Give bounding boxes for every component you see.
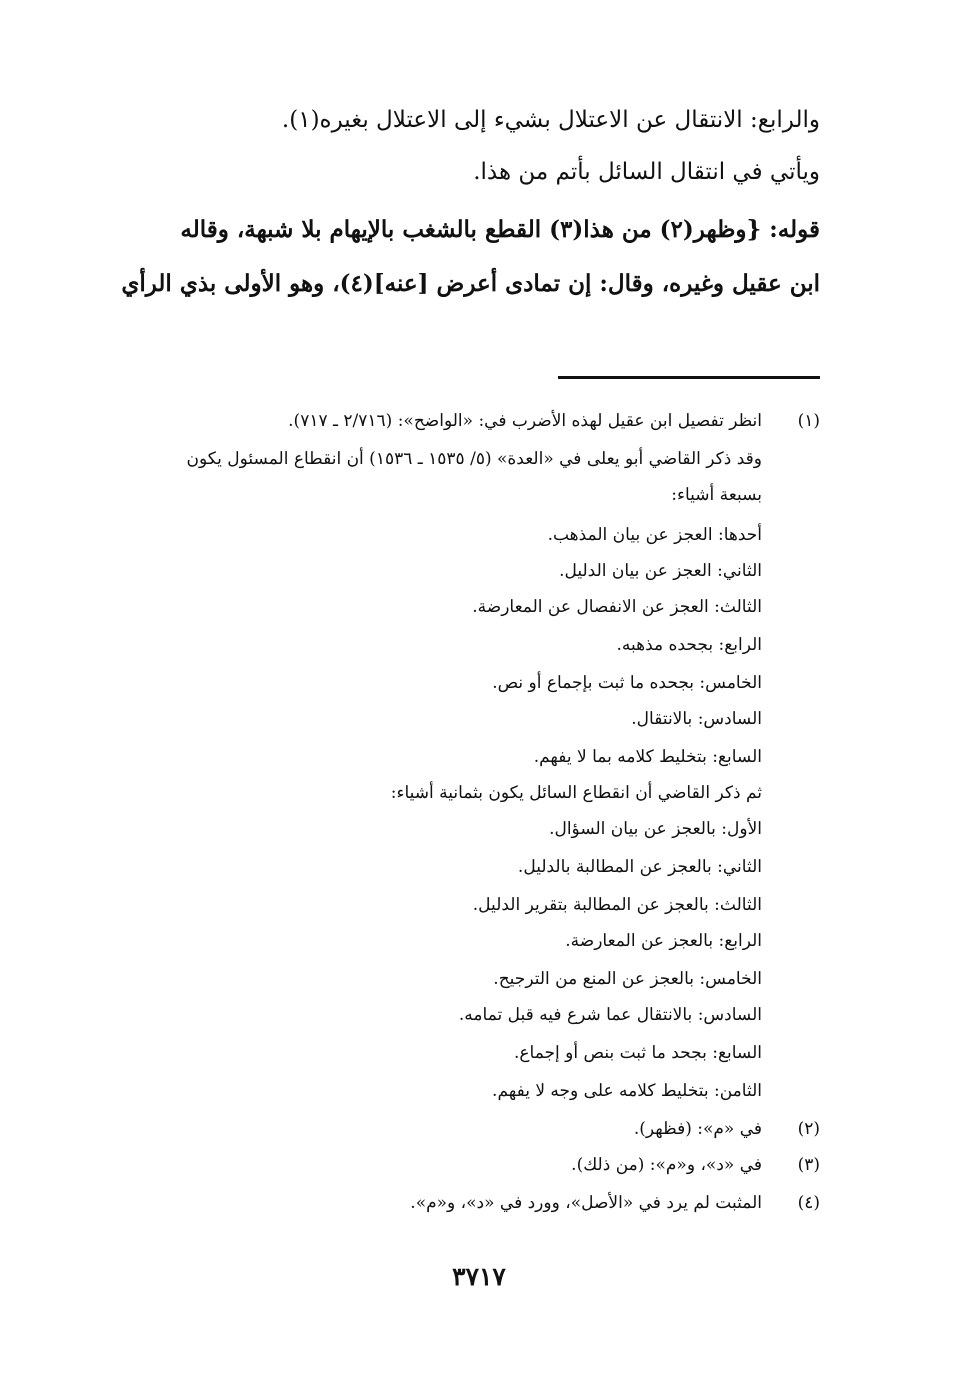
- footnote-line: ثم ذكر القاضي أن انقطاع السائل يكون بثمانية أشياء:: [390, 783, 762, 803]
- footnote-number: (٣): [797, 1155, 820, 1175]
- list-item: الثامن: بتخليط كلامه على وجه لا يفهم.: [492, 1081, 762, 1101]
- main-line-3: قوله: {وظهر(٢) من هذا(٣) القطع بالشغب بالإيهام بلا شبهة، وقاله: [180, 216, 820, 243]
- footnote-number: (٢): [797, 1119, 820, 1139]
- footnote-text: في «م»: (فظهر).: [633, 1119, 762, 1139]
- list-item: الثالث: بالعجز عن المطالبة بتقرير الدليل.: [472, 895, 762, 915]
- page-number: ٣٧١٧: [452, 1262, 506, 1291]
- list-item: الثاني: بالعجز عن المطالبة بالدليل.: [517, 857, 762, 877]
- list-item: الرابع: بجحده مذهبه.: [616, 635, 762, 655]
- list-item: السابع: بجحد ما ثبت بنص أو إجماع.: [513, 1043, 762, 1063]
- footnote-line: بسبعة أشياء:: [671, 485, 762, 505]
- list-item: الأول: بالعجز عن بيان السؤال.: [549, 819, 762, 839]
- list-item: السادس: بالانتقال عما شرع فيه قبل تمامه.: [458, 1005, 762, 1025]
- list-item: السادس: بالانتقال.: [631, 709, 762, 729]
- footnote-text: انظر تفصيل ابن عقيل لهذه الأضرب في: «الواضح»: (٢/٧١٦ ـ ٧١٧).: [288, 411, 762, 431]
- main-line-4: ابن عقيل وغيره، وقال: إن تمادى أعرض [عنه](٤)، وهو الأولى بذي الرأي: [121, 270, 820, 297]
- main-line-1: والرابع: الانتقال عن الاعتلال بشيء إلى الاعتلال بغيره(١).: [281, 107, 820, 133]
- footnote-number: (١): [797, 411, 820, 431]
- list-item: أحدها: العجز عن بيان المذهب.: [547, 525, 762, 545]
- list-item: الخامس: بجحده ما ثبت بإجماع أو نص.: [492, 673, 762, 693]
- footnote-separator: [558, 376, 820, 379]
- list-item: الرابع: بالعجز عن المعارضة.: [565, 931, 762, 951]
- list-item: الثالث: العجز عن الانفصال عن المعارضة.: [472, 597, 762, 617]
- list-item: الخامس: بالعجز عن المنع من الترجيح.: [493, 969, 762, 989]
- footnote-line: وقد ذكر القاضي أبو يعلى في «العدة» (٥/ ١٥٣٥ ـ ١٥٣٦) أن انقطاع المسئول يكون: [186, 449, 762, 469]
- list-item: الثاني: العجز عن بيان الدليل.: [559, 561, 762, 581]
- footnote-number: (٤): [797, 1193, 820, 1213]
- footnote-text: المثبت لم يرد في «الأصل»، وورد في «د»، و«م».: [410, 1193, 762, 1213]
- footnote-text: في «د»، و«م»: (من ذلك).: [571, 1155, 762, 1175]
- list-item: السابع: بتخليط كلامه بما لا يفهم.: [533, 747, 762, 767]
- main-line-2: ويأتي في انتقال السائل بأتم من هذا.: [473, 159, 820, 185]
